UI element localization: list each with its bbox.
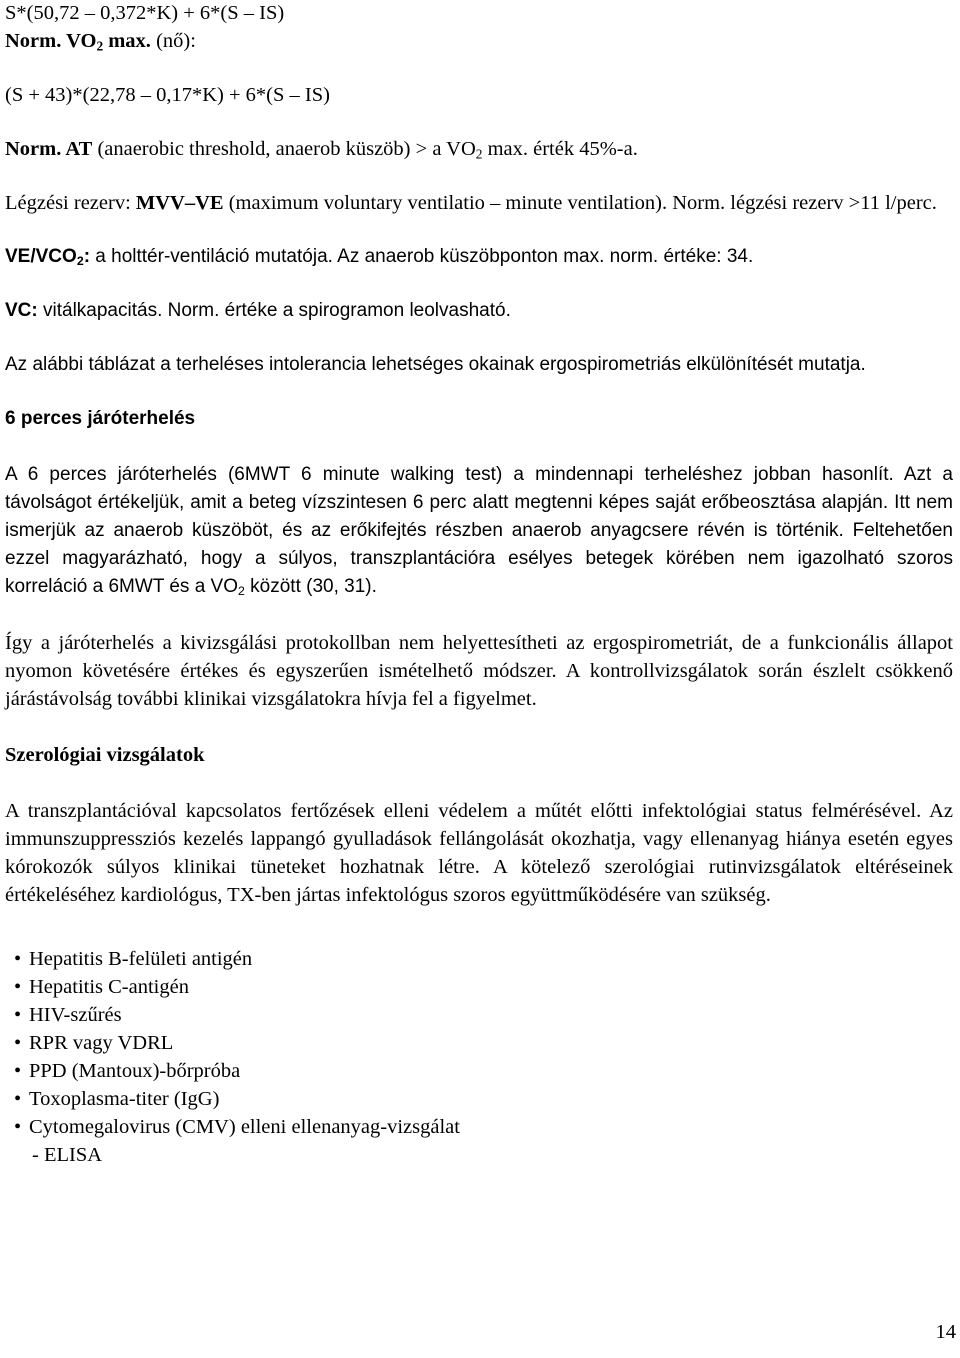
table-intro-paragraph: Az alábbi táblázat a terheléses intolerancia lehetséges okainak ergospirometriás elkülönítését mutatja.: [5, 354, 866, 375]
list-item: • HIV-szűrés: [5, 1001, 953, 1029]
serology-test-list: [5, 945, 953, 1169]
norm-vo2-female-heading: Norm. $VO_2$ max. (nő):: [5, 30, 196, 54]
bullet-icon: •: [14, 948, 22, 970]
bullet-icon: •: [14, 976, 22, 998]
bullet-icon: •: [14, 1032, 22, 1054]
walk-test-paragraph: A 6 perces járóterhelés (6MWT 6 minute walking test) a mindennapi terheléshez jobban hasonlít. Azt a távolságot értékeljük, amit a beteg vízszintesen 6 perc alatt megtenni képes saját erőbeosztása alapján. Itt nem ismerjük az anaerob küszöböt, és az erőkifejtés részben anaerob anyagcsere révén is történik. Feltehetően ezzel magyarázható, hogy a súlyos, transzplantációra esélyes betegek körében nem igazolható szoros korreláció a 6MWT és a $VO_2$ között (30, 31).: [5, 464, 953, 599]
list-item-continuation: - ELISA: [32, 1144, 103, 1166]
list-item: • Cytomegalovirus (CMV) elleni ellenanyag-vizsgálat: [5, 1113, 953, 1141]
bullet-icon: •: [14, 1116, 22, 1138]
formula-line-female: (S + 43)*(22,78 – 0,17*K) + 6*(S – IS): [5, 84, 330, 106]
bullet-icon: •: [14, 1060, 22, 1082]
anaerobic-threshold-line: Norm. AT (anaerobic threshold, anaerob küszöb) > a $VO_2$ max. érték 45%-a.: [5, 138, 638, 162]
formula-line-male: S*(50,72 – 0,372*K) + 6*(S – IS): [5, 2, 285, 24]
walk-test-heading: 6 perces járóterhelés: [5, 408, 196, 429]
serology-heading: Szerológiai vizsgálatok: [5, 744, 205, 766]
walk-test-paragraph-2: Így a járóterhelés a kivizsgálási protokollban nem helyettesítheti az ergospirometriát, de a funkcionális állapot nyomon követésére értékes és egyszerűen ismételhető módszer. A kontrollvizsgálatok során észlelt csökkenő járástávolság további klinikai vizsgálatokra hívja fel a figyelmet.: [5, 632, 953, 710]
bullet-icon: •: [14, 1004, 22, 1026]
document-page: [5, 0, 953, 1169]
vital-capacity-line: VC: vitálkapacitás. Norm. értéke a spirogramon leolvasható.: [5, 300, 511, 321]
list-item: • Toxoplasma-titer (IgG): [5, 1085, 953, 1113]
bullet-icon: •: [14, 1088, 22, 1110]
list-item: • Hepatitis B-felületi antigén: [5, 945, 953, 973]
list-item: • Hepatitis C-antigén: [5, 973, 953, 1001]
page-number: 14: [935, 1321, 956, 1343]
ve-vco2-line: $VE/VCO_2$: a holttér-ventiláció mutatója. Az anaerob küszöbponton max. norm. értéke: 34.: [5, 246, 754, 269]
respiratory-reserve-paragraph: Légzési rezerv: MVV–VE (maximum voluntary ventilatio – minute ventilation). Norm. légzési rezerv >11 l/perc.: [5, 192, 937, 214]
list-item: • RPR vagy VDRL: [5, 1029, 953, 1057]
list-item: • PPD (Mantoux)-bőrpróba: [5, 1057, 953, 1085]
serology-paragraph: A transzplantációval kapcsolatos fertőzések elleni védelem a műtét előtti infektológiai status felmérésével. Az immunszuppressziós kezelés lappangó gyulladások fellángolását okozhatja, vagy ellenanyag hiánya esetén egyes kórokozók súlyos klinikai tüneteket hozhatnak létre. A kötelező szerológiai rutinvizsgálatok eltéréseinek értékeléséhez kardiológus, TX-ben jártas infektológus szoros együttműködésére van szükség.: [5, 800, 953, 906]
